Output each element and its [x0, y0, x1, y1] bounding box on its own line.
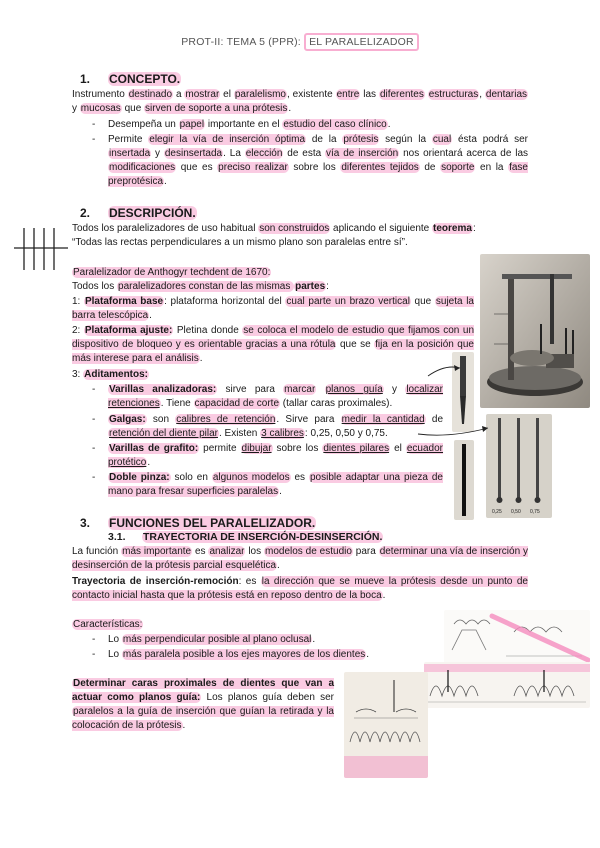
section-3-title: FUNCIONES DEL PARALELIZADOR.	[109, 516, 316, 530]
section-1-bullet-2: - Permite elegir la vía de inserción óptima de la prótesis según la cual ésta podrá ser insertada y desinsertada. La elección de esta vía de inserción nos orientará acerca de las modificaciones que es preciso realizar sobre los diferentes tejidos de soporte en la fase preprotésica.	[92, 134, 529, 187]
aditamento-doble-pinza: - Doble pinza: solo en algunos modelos es posible adaptar una pieza de mano para fresar superficies paralelas.	[92, 472, 443, 497]
section-1-bullet-1: - Desempeña un papel importante en el estudio del caso clínico.	[92, 119, 391, 130]
section-2-number: 2.	[80, 206, 91, 220]
section-1-number: 1.	[80, 72, 91, 86]
section-3-heading	[80, 516, 316, 530]
varilla-grafito-photo	[454, 440, 474, 520]
header-prefix: PROT-II: TEMA 5 (PPR):	[181, 36, 301, 48]
subsection-3-1-heading: 3.1. TRAYECTORIA DE INSERCIÓN-DESINSERCIÓN.	[108, 531, 383, 543]
section-3-paragraph-2: Trayectoria de inserción-remoción: es la dirección que se mueve la prótesis desde un punto de contacto inicial hasta que la prótesis está en reposo dentro de la boca.	[72, 576, 528, 601]
section-3-number: 3.	[80, 516, 91, 530]
galga-label-2: 0,50	[511, 509, 521, 515]
part-3-aditamentos: 3: Aditamentos:	[72, 369, 149, 380]
section-1-paragraph: Instrumento destinado a mostrar el paralelismo, existente entre las diferentes estructuras, dentarias y mucosas que sirven de soporte a una prótesis.	[72, 89, 528, 114]
section-2-heading	[80, 206, 197, 220]
galga-label-1: 0,25	[492, 509, 502, 515]
part-2-plataforma-ajuste: 2: Plataforma ajuste: Pletina donde se coloca el modelo de estudio que fijamos con un dispositivo de bloqueo y es orientable gracias a una rótula que se fija en la posición que más interese para el análisis.	[72, 325, 475, 364]
aditamento-galgas: - Galgas: son calibres de retención. Sirve para medir la cantidad de retención del diente pilar. Existen 3 calibres: 0,25, 0,50 y 0,75.	[92, 414, 444, 439]
caracteristicas-label: Características:	[73, 619, 143, 630]
guide-planes-sketch	[424, 662, 590, 708]
insertion-path-sketch	[444, 610, 590, 664]
galga-label-3: 0,75	[530, 509, 540, 515]
perpendicular-lines-sketch	[12, 224, 70, 274]
section-1-title: CONCEPTO.	[109, 72, 181, 86]
model-clasps-sketch	[344, 672, 428, 778]
section-3-paragraph-3: Determinar caras proximales de dientes que van a actuar como planos guía: Los planos guía deben ser paralelos a la guía de inserción que guían la retirada y la colocación de la prótesis.	[72, 678, 334, 731]
section-1-heading	[80, 72, 181, 86]
section-2-parts-intro: Todos los paralelizadores constan de las mismas partes:	[72, 281, 329, 292]
section-2-title: DESCRIPCIÓN.	[109, 206, 196, 220]
section-2-paragraph-1: Todos los paralelizadores de uso habitual son construidos aplicando el siguiente teorema: “Todas las rectas perpendiculares a un mismo plano son paralelas entre sí”.	[72, 223, 476, 248]
part-1-plataforma-base: 1: Plataforma base: plataforma horizontal del cual parte un brazo vertical que sujeta la barra telescópica.	[72, 296, 474, 321]
caracteristica-2: - Lo más paralela posible a los ejes mayores de los dientes.	[92, 649, 370, 660]
section-2-paragraph-2: Paralelizador de Anthogyr techdent de 1670:	[73, 267, 271, 278]
annotation-arrows	[400, 358, 510, 448]
aditamento-varillas-grafito: - Varillas de grafito: permite dibujar sobre los dientes pilares el ecuador protético.	[92, 443, 444, 468]
page-header	[0, 36, 600, 48]
section-3-paragraph-1: La función más importante es analizar los modelos de estudio para determinar una vía de inserción y desinserción de la prótesis parcial esquelética.	[72, 546, 529, 571]
header-topic: EL PARALELIZADOR	[304, 33, 419, 51]
aditamento-varillas-analizadoras: - Varillas analizadoras: sirve para marcar planos guía y localizar retenciones. Tiene capacidad de corte (tallar caras proximales).	[92, 384, 444, 409]
caracteristica-1: - Lo más perpendicular posible al plano oclusal.	[92, 634, 316, 645]
